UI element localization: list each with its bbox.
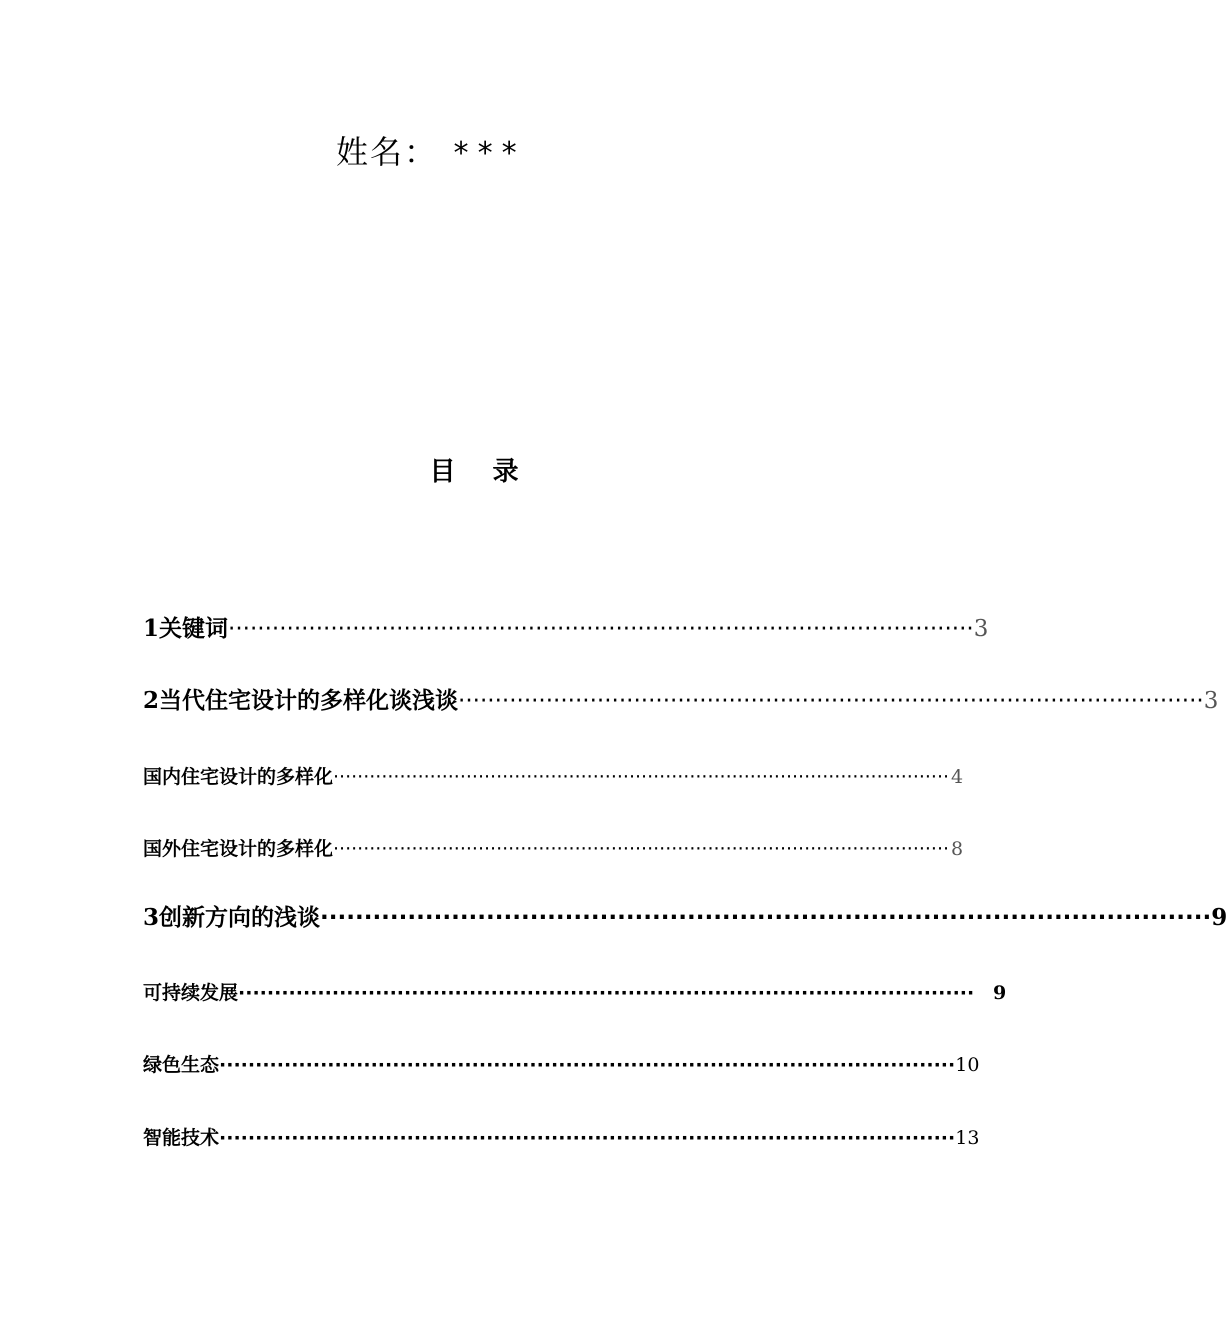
author-value: *** xyxy=(452,136,525,171)
toc-leader-dots: ······································································································ xyxy=(219,1127,956,1149)
author-name-line xyxy=(336,128,524,178)
toc-entry-label: 1关键词 xyxy=(143,615,229,642)
toc-leader-dots: ······································································································ xyxy=(238,982,975,1004)
toc-leader-dots: ······································································································ xyxy=(219,1054,956,1076)
toc-entry-page: 9 xyxy=(993,982,1007,1004)
toc-entry-label: 国外住宅设计的多样化 xyxy=(143,838,334,860)
toc-entry-page: 8 xyxy=(950,838,964,860)
toc-leader-dots: ······································································································ xyxy=(228,616,974,642)
author-label: 姓名： xyxy=(336,133,439,171)
toc-leader-dots: ······································································································ xyxy=(320,905,1212,931)
toc-entry-label: 3创新方向的浅谈 xyxy=(143,904,321,931)
toc-entry[interactable] xyxy=(143,604,989,644)
toc-entry-page: 3 xyxy=(1203,688,1219,714)
toc-entry[interactable] xyxy=(143,1038,980,1078)
toc-entry[interactable] xyxy=(143,750,964,790)
toc-entry-page: 4 xyxy=(950,766,964,788)
toc-entry[interactable] xyxy=(143,822,964,862)
toc-leader-dots: ······································································································ xyxy=(458,688,1204,714)
toc-entry-label: 绿色生态 xyxy=(143,1054,220,1076)
toc-leader-dots: ······································································································ xyxy=(333,766,950,788)
toc-entry-label: 2当代住宅设计的多样化谈浅谈 xyxy=(143,687,459,714)
toc-entry-label: 可持续发展 xyxy=(143,982,239,1004)
toc-entry-label: 国内住宅设计的多样化 xyxy=(143,766,334,788)
toc-entry[interactable] xyxy=(143,1111,980,1151)
toc-entry-page: 10 xyxy=(955,1054,980,1076)
toc-entry-page: 9 xyxy=(1211,904,1227,931)
toc-entry-page: 3 xyxy=(973,616,989,642)
toc-entry[interactable] xyxy=(143,676,1219,716)
toc-entry[interactable] xyxy=(143,893,1227,933)
toc-entry[interactable] xyxy=(143,966,1007,1006)
toc-leader-dots: ······································································································ xyxy=(333,838,950,860)
toc-entry-label: 智能技术 xyxy=(143,1127,220,1149)
toc-title: 目 录 xyxy=(429,457,533,487)
toc-entry-page: 13 xyxy=(955,1127,980,1149)
